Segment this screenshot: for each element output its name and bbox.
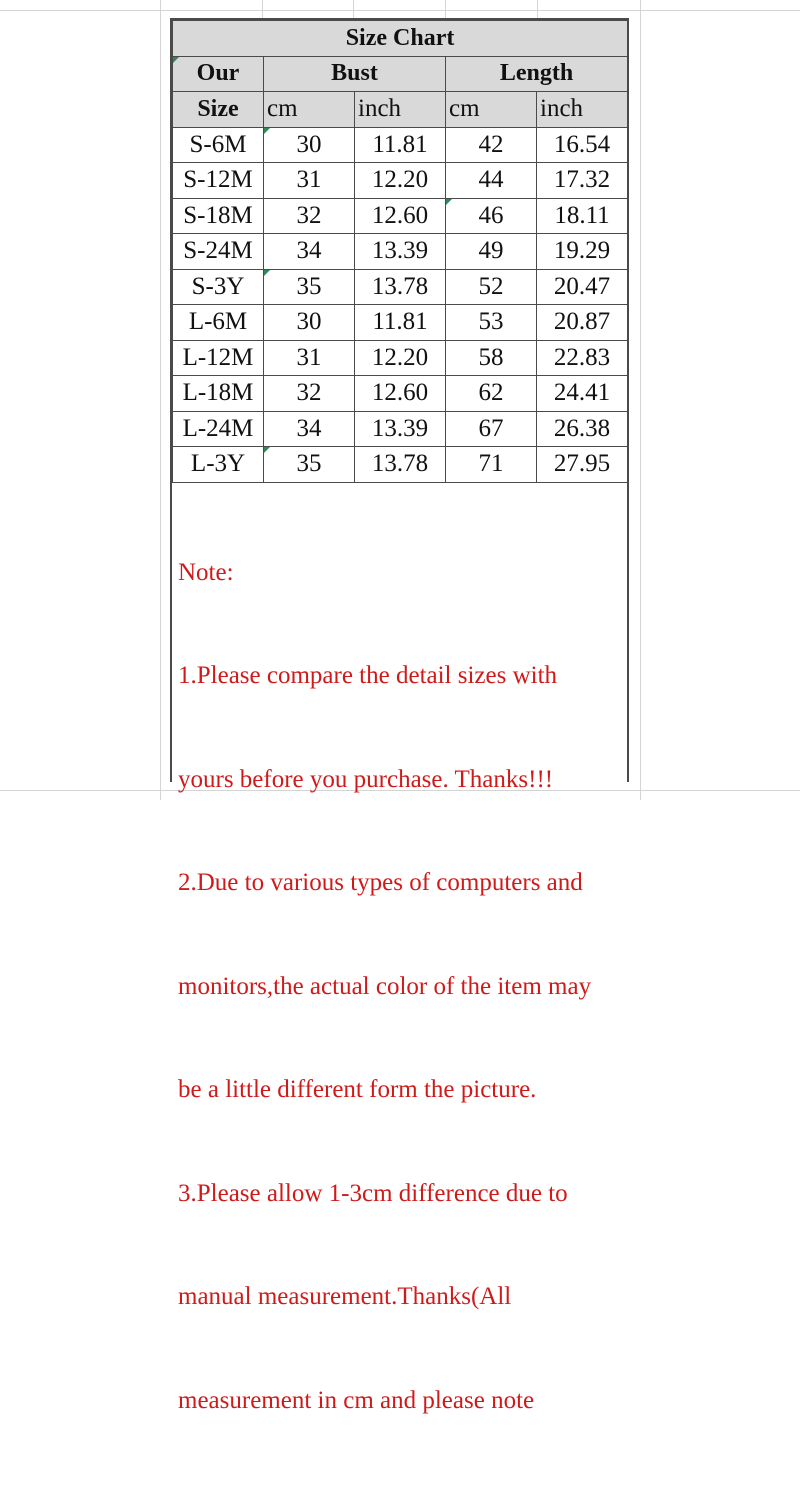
note-line: 3.Please allow 1-3cm difference due to — [178, 1177, 623, 1212]
bust-cm-cell: 35 — [264, 269, 355, 305]
length-inch-cell: 27.95 — [537, 447, 628, 483]
length-cm-cell: 58 — [446, 340, 537, 376]
bust-inch-cell: 12.20 — [355, 163, 446, 199]
length-cm-cell: 67 — [446, 411, 537, 447]
size-cell: S-6M — [173, 127, 264, 163]
our-size-header-line2: Size — [173, 92, 264, 128]
bust-cm-cell: 31 — [264, 163, 355, 199]
table-row — [173, 198, 628, 234]
unit-bust-cm: cm — [264, 92, 355, 128]
size-cell: S-24M — [173, 234, 264, 270]
bust-inch-cell: 11.81 — [355, 305, 446, 341]
bust-cm-cell: 30 — [264, 127, 355, 163]
size-chart-table — [172, 20, 628, 483]
bust-inch-cell: 12.60 — [355, 198, 446, 234]
bust-cm-cell: 34 — [264, 234, 355, 270]
length-cm-cell: 52 — [446, 269, 537, 305]
size-cell: L-24M — [173, 411, 264, 447]
table-row — [173, 305, 628, 341]
length-cm-cell: 49 — [446, 234, 537, 270]
length-inch-cell: 20.87 — [537, 305, 628, 341]
bust-inch-cell: 11.81 — [355, 127, 446, 163]
length-cm-cell: 46 — [446, 198, 537, 234]
note-heading: Note: — [178, 556, 623, 591]
note-line: 2.Due to various types of computers and — [178, 866, 623, 901]
our-size-header-line1: Our — [173, 56, 264, 92]
length-inch-cell: 18.11 — [537, 198, 628, 234]
length-cm-cell: 42 — [446, 127, 537, 163]
notes-block — [172, 483, 627, 1487]
length-inch-cell: 26.38 — [537, 411, 628, 447]
length-inch-cell: 17.32 — [537, 163, 628, 199]
bust-inch-cell: 13.39 — [355, 411, 446, 447]
note-line: manual measurement.Thanks(All — [178, 1280, 623, 1315]
title-row — [173, 21, 628, 57]
unit-length-cm: cm — [446, 92, 537, 128]
table-row — [173, 376, 628, 412]
size-chart-sheet — [170, 18, 629, 782]
length-inch-cell: 22.83 — [537, 340, 628, 376]
length-cm-cell: 53 — [446, 305, 537, 341]
length-header: Length — [446, 56, 628, 92]
length-cm-cell: 44 — [446, 163, 537, 199]
table-row — [173, 447, 628, 483]
bust-cm-cell: 35 — [264, 447, 355, 483]
length-inch-cell: 19.29 — [537, 234, 628, 270]
length-inch-cell: 24.41 — [537, 376, 628, 412]
length-cm-cell: 71 — [446, 447, 537, 483]
table-row — [173, 340, 628, 376]
size-cell: L-6M — [173, 305, 264, 341]
size-cell: L-18M — [173, 376, 264, 412]
size-cell: S-3Y — [173, 269, 264, 305]
header-row-2 — [173, 92, 628, 128]
size-cell: S-12M — [173, 163, 264, 199]
note-line: be a little different form the picture. — [178, 1073, 623, 1108]
bust-cm-cell: 30 — [264, 305, 355, 341]
size-cell: L-12M — [173, 340, 264, 376]
note-line: yours before you purchase. Thanks!!! — [178, 763, 623, 798]
bust-inch-cell: 13.39 — [355, 234, 446, 270]
table-title: Size Chart — [173, 21, 628, 57]
unit-length-inch: inch — [537, 92, 628, 128]
table-row — [173, 163, 628, 199]
bust-inch-cell: 13.78 — [355, 447, 446, 483]
bust-cm-cell: 34 — [264, 411, 355, 447]
note-line: monitors,the actual color of the item may — [178, 970, 623, 1005]
size-cell: S-18M — [173, 198, 264, 234]
bust-cm-cell: 32 — [264, 198, 355, 234]
size-cell: L-3Y — [173, 447, 264, 483]
bust-inch-cell: 12.20 — [355, 340, 446, 376]
table-row — [173, 127, 628, 163]
table-row — [173, 234, 628, 270]
length-inch-cell: 20.47 — [537, 269, 628, 305]
note-line: measurement in cm and please note — [178, 1384, 623, 1419]
table-row — [173, 411, 628, 447]
bust-cm-cell: 31 — [264, 340, 355, 376]
note-line: 1.Please compare the detail sizes with — [178, 659, 623, 694]
header-row-1 — [173, 56, 628, 92]
bust-inch-cell: 12.60 — [355, 376, 446, 412]
bust-header: Bust — [264, 56, 446, 92]
unit-bust-inch: inch — [355, 92, 446, 128]
table-row — [173, 269, 628, 305]
length-inch-cell: 16.54 — [537, 127, 628, 163]
length-cm-cell: 62 — [446, 376, 537, 412]
bust-inch-cell: 13.78 — [355, 269, 446, 305]
bust-cm-cell: 32 — [264, 376, 355, 412]
